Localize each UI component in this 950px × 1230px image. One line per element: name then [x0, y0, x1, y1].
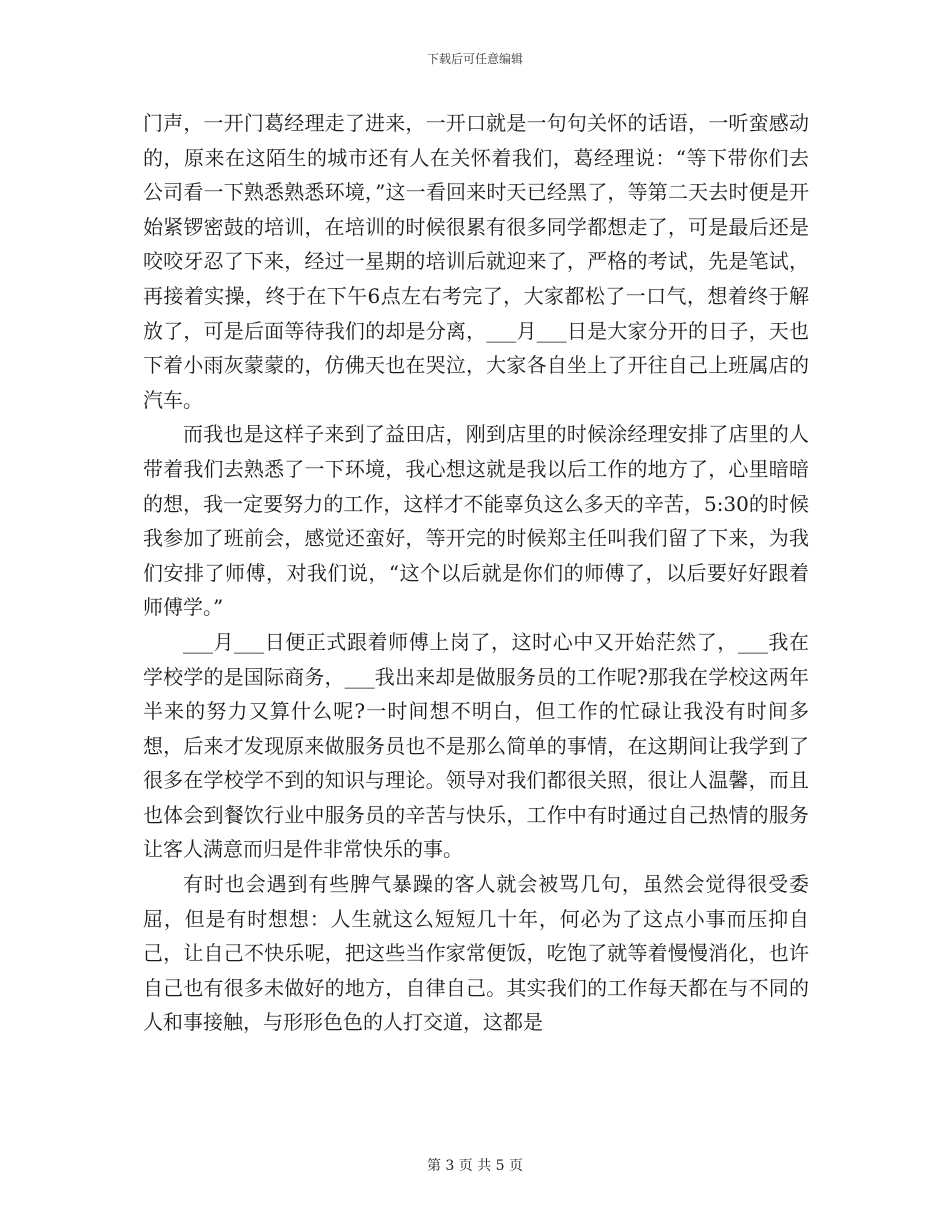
- paragraph: 有时也会遇到有些脾气暴躁的客人就会被骂几句，虽然会觉得很受委屈，但是有时想想：人生就这么短短几十年，何必为了这点小事而压抑自己，让自己不快乐呢，把这些当作家常便饭，吃饱了就等着慢慢消化，也许自己也有很多未做好的地方，自律自己。其实我们的工作每天都在与不同的人和事接触，与形形色色的人打交道，这都是: [143, 872, 809, 1035]
- page-header: 下载后可任意编辑: [426, 52, 523, 66]
- paragraph: ___月___日便正式跟着师傅上岗了，这时心中又开始茫然了，___我在学校学的是国际商务，___我出来却是做服务员的工作呢?那我在学校这两年半来的努力又算什么呢?一时间想不明白，但工作的忙碌让我没有时间多想，后来才发现原来做服务员也不是那么简单的事情，在这期间让我学到了很多在学校学不到的知识与理论。领导对我们都很关照，很让人温馨，而且也体会到餐饮行业中服务员的辛苦与快乐，工作中有时通过自己热情的服务让客人满意而归是件非常快乐的事。: [143, 629, 809, 862]
- paragraph: 而我也是这样子来到了益田店，刚到店里的时候涂经理安排了店里的人带着我们去熟悉了一下环境，我心想这就是我以后工作的地方了，心里暗暗的想，我一定要努力的工作，这样才不能辜负这么多天的辛苦，5:30的时候我参加了班前会，感觉还蛮好，等开完的时候郑主任叫我们留了下来，为我们安排了师傅，对我们说，“这个以后就是你们的师傅了，以后要好好跟着师傅学。”: [143, 422, 809, 620]
- paragraph-continued: 门声，一开门葛经理走了进来，一开口就是一句句关怀的话语，一听蛮感动的，原来在这陌生的城市还有人在关怀着我们，葛经理说：“等下带你们去公司看一下熟悉熟悉环境，”这一看回来时天已经黑了，等第二天去时便是开始紧锣密鼓的培训，在培训的时候很累有很多同学都想走了，可是最后还是咬咬牙忍了下来，经过一星期的培训后就迎来了，严格的考试，先是笔试，再接着实操，终于在下午6点左右考完了，大家都松了一口气，想着终于解放了，可是后面等待我们的却是分离，___月___日是大家分开的日子，天也下着小雨灰蒙蒙的，仿佛天也在哭泣，大家各自坐上了开往自己上班属店的汽车。: [143, 111, 809, 412]
- document-body: [143, 106, 809, 1040]
- page-number: 第 3 页 共 5 页: [426, 1158, 524, 1174]
